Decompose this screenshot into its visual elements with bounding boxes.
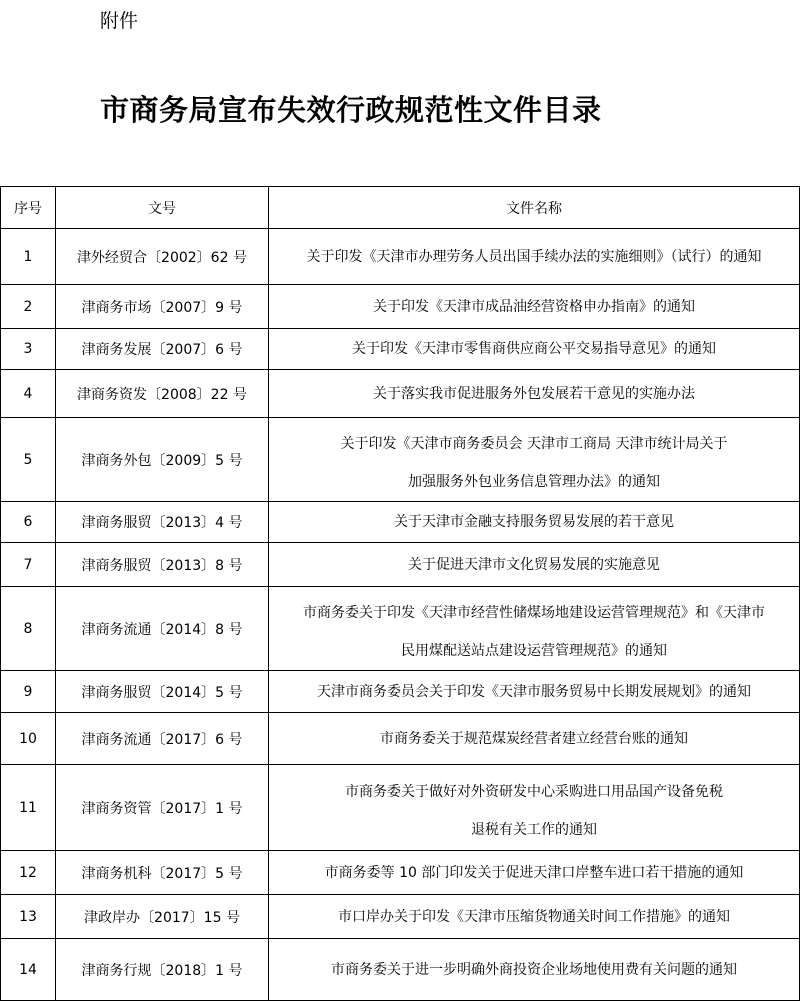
row-doc-name-line: 市商务委关于印发《天津市经营性储煤场地建设运营管理规范》和《天津市 [303,604,765,621]
row-doc-name [269,587,800,671]
row-doc-name-line: 市商务委关于进一步明确外商投资企业场地使用费有关问题的通知 [331,961,737,978]
row-doc-name [269,502,800,543]
row-doc-name [269,895,800,939]
row-doc-name-line: 关于印发《天津市商务委员会 天津市工商局 天津市统计局关于 [340,435,728,452]
table-row [1,543,800,587]
header-doc-name: 文件名称 [269,187,800,229]
table-header-row [1,187,800,229]
table-row [1,713,800,765]
table-row [1,671,800,713]
catalog-table [0,186,800,1001]
row-doc-name [269,418,800,502]
row-doc-name-line: 关于天津市金融支持服务贸易发展的若干意见 [394,514,674,530]
row-serial: 8 [1,587,56,671]
table-row [1,418,800,502]
table-row [1,939,800,1001]
row-serial: 2 [1,285,56,329]
row-doc-name [269,713,800,765]
row-doc-name-line: 市商务委关于做好对外资研发中心采购进口用品国产设备免税 [345,783,723,800]
row-doc-number: 津商务行规〔2018〕1 号 [56,939,269,1001]
row-serial: 6 [1,502,56,543]
row-doc-name-line: 退税有关工作的通知 [471,821,597,838]
row-doc-name-line: 市商务委关于规范煤炭经营者建立经营台账的通知 [380,730,688,747]
table-row [1,329,800,370]
row-doc-name-line: 加强服务外包业务信息管理办法》的通知 [408,473,660,490]
row-doc-name-line: 市口岸办关于印发《天津市压缩货物通关时间工作措施》的通知 [338,908,730,925]
row-doc-name [269,671,800,713]
row-serial: 9 [1,671,56,713]
table-row [1,587,800,671]
row-serial: 1 [1,229,56,285]
row-doc-number: 津政岸办〔2017〕15 号 [56,895,269,939]
row-doc-number: 津商务流通〔2014〕8 号 [56,587,269,671]
row-doc-name-line: 关于印发《天津市零售商供应商公平交易指导意见》的通知 [352,341,716,357]
table-row [1,285,800,329]
row-doc-number: 津商务资发〔2008〕22 号 [56,370,269,418]
row-doc-name [269,229,800,285]
row-serial: 11 [1,765,56,851]
table-row [1,370,800,418]
row-doc-number: 津外经贸合〔2002〕62 号 [56,229,269,285]
table-row [1,895,800,939]
row-doc-name [269,285,800,329]
row-doc-name [269,851,800,895]
row-doc-name-line: 关于落实我市促进服务外包发展若干意见的实施办法 [373,385,695,402]
row-doc-number: 津商务服贸〔2013〕4 号 [56,502,269,543]
row-doc-number: 津商务服贸〔2014〕5 号 [56,671,269,713]
row-doc-number: 津商务服贸〔2013〕8 号 [56,543,269,587]
row-serial: 3 [1,329,56,370]
row-doc-number: 津商务发展〔2007〕6 号 [56,329,269,370]
page-title: 市商务局宣布失效行政规范性文件目录 [100,93,602,127]
header-serial: 序号 [1,187,56,229]
attachment-label: 附件 [100,10,139,32]
row-doc-name [269,939,800,1001]
row-serial: 5 [1,418,56,502]
table-row [1,229,800,285]
row-doc-name-line: 关于促进天津市文化贸易发展的实施意见 [408,556,660,573]
row-serial: 12 [1,851,56,895]
row-doc-number: 津商务资管〔2017〕1 号 [56,765,269,851]
row-doc-name-line: 关于印发《天津市成品油经营资格申办指南》的通知 [373,298,695,315]
row-doc-name-line: 天津市商务委员会关于印发《天津市服务贸易中长期发展规划》的通知 [317,683,751,700]
header-doc-number: 文号 [56,187,269,229]
row-serial: 13 [1,895,56,939]
row-serial: 4 [1,370,56,418]
row-doc-name [269,329,800,370]
row-doc-name [269,370,800,418]
row-serial: 10 [1,713,56,765]
row-doc-number: 津商务机科〔2017〕5 号 [56,851,269,895]
row-doc-number: 津商务市场〔2007〕9 号 [56,285,269,329]
table-row [1,851,800,895]
table-row [1,765,800,851]
table-row [1,502,800,543]
row-doc-number: 津商务外包〔2009〕5 号 [56,418,269,502]
row-doc-name-line: 关于印发《天津市办理劳务人员出国手续办法的实施细则》（试行）的通知 [306,248,762,265]
row-serial: 7 [1,543,56,587]
row-doc-name [269,543,800,587]
row-doc-name [269,765,800,851]
row-doc-name-line: 市商务委等 10 部门印发关于促进天津口岸整车进口若干措施的通知 [324,864,744,881]
row-serial: 14 [1,939,56,1001]
row-doc-number: 津商务流通〔2017〕6 号 [56,713,269,765]
row-doc-name-line: 民用煤配送站点建设运营管理规范》的通知 [401,642,667,659]
